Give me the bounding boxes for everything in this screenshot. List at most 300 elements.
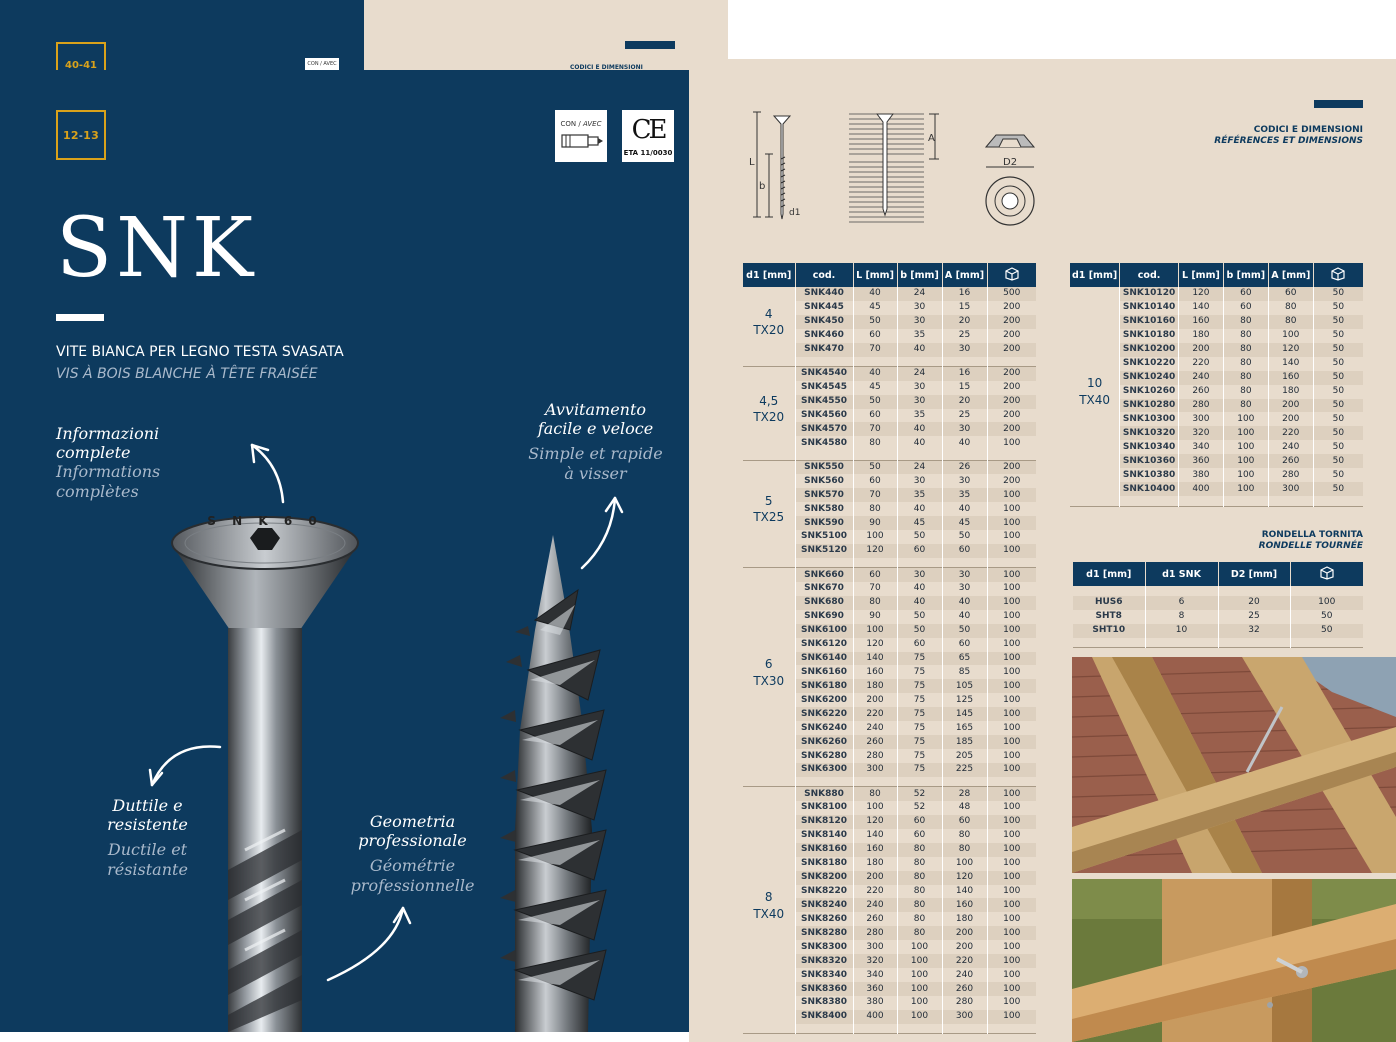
cell-value: 100 bbox=[987, 996, 1036, 1010]
group-diameter bbox=[743, 367, 795, 451]
cell-value: 40 bbox=[897, 596, 942, 610]
cell-value: 45 bbox=[853, 381, 897, 395]
cell-code: SNK10320 bbox=[1120, 426, 1179, 440]
cell-value: 100 bbox=[987, 787, 1036, 801]
cell-value: 220 bbox=[853, 707, 897, 721]
cell-value: 120 bbox=[942, 871, 987, 885]
cell-code: SNK6240 bbox=[795, 721, 853, 735]
cell-value: 50 bbox=[1290, 610, 1363, 624]
cell-value: 60 bbox=[897, 544, 942, 558]
main-group bbox=[743, 460, 1036, 568]
cell-value: 340 bbox=[853, 968, 897, 982]
group-drive: TX40 bbox=[1079, 392, 1111, 407]
cell-value: 25 bbox=[942, 409, 987, 423]
cell-value: 200 bbox=[1178, 343, 1223, 357]
cell-value: 100 bbox=[987, 679, 1036, 693]
cell-code: SNK10260 bbox=[1120, 385, 1179, 399]
cell-value: 50 bbox=[1313, 454, 1363, 468]
table-row bbox=[1073, 624, 1363, 638]
photo-roof-beams bbox=[1072, 657, 1396, 873]
cell-value: 300 bbox=[1268, 482, 1313, 496]
cell-value: 75 bbox=[897, 749, 942, 763]
cell-value: 100 bbox=[987, 815, 1036, 829]
cell-value: 100 bbox=[897, 996, 942, 1010]
cell-code: SNK8100 bbox=[795, 801, 853, 815]
cell-value: 50 bbox=[1313, 371, 1363, 385]
d10-header-code: cod. bbox=[1120, 263, 1179, 287]
group-spacer bbox=[743, 777, 1036, 787]
callout-fast-it: Avvitamento facile e veloce bbox=[537, 400, 654, 439]
cell-value: 45 bbox=[897, 516, 942, 530]
cell-value: 100 bbox=[987, 488, 1036, 502]
cell-value: 100 bbox=[897, 940, 942, 954]
cell-value: 40 bbox=[853, 287, 897, 301]
cell-value: 205 bbox=[942, 749, 987, 763]
cell-value: 50 bbox=[897, 610, 942, 624]
cell-value: 220 bbox=[1268, 426, 1313, 440]
cell-value: 35 bbox=[897, 488, 942, 502]
cell-code: SNK5120 bbox=[795, 544, 853, 558]
cell-value: 225 bbox=[942, 763, 987, 777]
cell-value: 80 bbox=[853, 502, 897, 516]
cell-value: 52 bbox=[897, 801, 942, 815]
cell-value: 100 bbox=[987, 665, 1036, 679]
group-diameter bbox=[743, 787, 795, 1024]
washer-header-d1: d1 [mm] bbox=[1073, 562, 1145, 586]
cell-value: 50 bbox=[1290, 624, 1363, 638]
cell-value: 100 bbox=[1223, 482, 1268, 496]
label-L: L bbox=[749, 157, 755, 168]
cell-value: 80 bbox=[1268, 315, 1313, 329]
washer-table-header bbox=[1073, 562, 1363, 586]
eta-number: ETA 11/0030 bbox=[623, 149, 673, 157]
cell-value: 380 bbox=[853, 996, 897, 1010]
cell-value: 160 bbox=[942, 898, 987, 912]
cell-value: 60 bbox=[942, 815, 987, 829]
cell-value: 60 bbox=[1223, 301, 1268, 315]
group-d1: 10 bbox=[1086, 376, 1103, 391]
cell-value: 200 bbox=[853, 871, 897, 885]
cell-code: SNK6220 bbox=[795, 707, 853, 721]
cell-value: 100 bbox=[987, 721, 1036, 735]
cell-value: 30 bbox=[942, 422, 987, 436]
cell-value: 50 bbox=[853, 315, 897, 329]
cell-value: 120 bbox=[853, 638, 897, 652]
callout-info-it: Informazioni complete bbox=[56, 424, 160, 463]
washer-header-d1-snk: d1 SNK bbox=[1145, 562, 1218, 586]
cell-value: 100 bbox=[987, 652, 1036, 666]
back-page-accent-bar bbox=[625, 41, 675, 49]
cell-code: SNK10300 bbox=[1120, 412, 1179, 426]
subtitle-italian: VITE BIANCA PER LEGNO TESTA SVASATA bbox=[56, 344, 344, 360]
cell-value: 120 bbox=[1268, 343, 1313, 357]
cell-code: SNK570 bbox=[795, 488, 853, 502]
cell-code: SNK8200 bbox=[795, 871, 853, 885]
cell-value: 100 bbox=[987, 693, 1036, 707]
cell-code: SNK450 bbox=[795, 315, 853, 329]
cell-code: SNK880 bbox=[795, 787, 853, 801]
header-A: A [mm] bbox=[942, 263, 987, 287]
label-D2: D2 bbox=[1003, 157, 1018, 168]
cell-value: 80 bbox=[942, 843, 987, 857]
cell-value: 140 bbox=[853, 829, 897, 843]
product-cover-page bbox=[0, 70, 689, 1032]
cell-code: SNK8140 bbox=[795, 829, 853, 843]
back-page-badge: 40-41 bbox=[56, 42, 106, 70]
main-dimensions-table bbox=[743, 263, 1036, 1034]
cell-value: 10 bbox=[1145, 624, 1218, 638]
cell-value: 280 bbox=[1178, 399, 1223, 413]
cell-value: 165 bbox=[942, 721, 987, 735]
group-spacer bbox=[743, 558, 1036, 568]
cell-value: 75 bbox=[897, 652, 942, 666]
cell-code: SNK460 bbox=[795, 329, 853, 343]
cell-value: 320 bbox=[853, 954, 897, 968]
cell-value: 70 bbox=[853, 422, 897, 436]
arrow-fast bbox=[582, 498, 615, 568]
cell-code: SNK8220 bbox=[795, 885, 853, 899]
cell-value: 75 bbox=[897, 763, 942, 777]
cell-value: 240 bbox=[1268, 440, 1313, 454]
callout-info-fr: Informations complètes bbox=[56, 462, 161, 501]
cell-value: 30 bbox=[942, 568, 987, 582]
cell-value: 25 bbox=[1218, 610, 1290, 624]
cell-value: 240 bbox=[853, 721, 897, 735]
cell-value: 50 bbox=[853, 395, 897, 409]
cell-value: 300 bbox=[853, 763, 897, 777]
header-code: cod. bbox=[795, 263, 853, 287]
cell-value: 100 bbox=[987, 763, 1036, 777]
cell-value: 30 bbox=[897, 315, 942, 329]
d10-header-b: b [mm] bbox=[1223, 263, 1268, 287]
cell-value: 280 bbox=[853, 926, 897, 940]
callout-fast-fr: Simple et rapide à visser bbox=[528, 444, 663, 483]
cell-value: 90 bbox=[853, 516, 897, 530]
cell-value: 140 bbox=[1268, 357, 1313, 371]
cell-value: 105 bbox=[942, 679, 987, 693]
cell-value: 320 bbox=[1178, 426, 1223, 440]
cell-value: 220 bbox=[942, 954, 987, 968]
table-row bbox=[743, 287, 1036, 301]
cell-value: 100 bbox=[987, 926, 1036, 940]
cell-value: 30 bbox=[897, 474, 942, 488]
cell-code: SNK10400 bbox=[1120, 482, 1179, 496]
cell-value: 100 bbox=[1268, 329, 1313, 343]
d10-header-d1: d1 [mm] bbox=[1070, 263, 1120, 287]
cell-value: 70 bbox=[853, 582, 897, 596]
cell-code: SNK4540 bbox=[795, 367, 853, 381]
cell-code: SNK10120 bbox=[1120, 287, 1179, 301]
label-b: b bbox=[759, 181, 766, 192]
cell-value: 80 bbox=[897, 885, 942, 899]
callout-geometry-fr: Géométrie professionnelle bbox=[350, 856, 475, 895]
cell-value: 50 bbox=[897, 624, 942, 638]
cell-value: 140 bbox=[1178, 301, 1223, 315]
back-page-section-title: CODICI E DIMENSIONI bbox=[570, 64, 643, 70]
main-group bbox=[743, 787, 1036, 1034]
main-group bbox=[743, 568, 1036, 787]
cell-value: 200 bbox=[1268, 412, 1313, 426]
cell-value: 80 bbox=[897, 871, 942, 885]
cell-value: 20 bbox=[942, 395, 987, 409]
cell-value: 200 bbox=[987, 301, 1036, 315]
cell-value: 24 bbox=[897, 367, 942, 381]
cell-value: 75 bbox=[897, 735, 942, 749]
cell-value: 100 bbox=[987, 596, 1036, 610]
cell-value: 16 bbox=[942, 287, 987, 301]
cell-value: 35 bbox=[897, 329, 942, 343]
washer-table bbox=[1073, 562, 1363, 648]
cell-value: 200 bbox=[942, 940, 987, 954]
cell-value: 60 bbox=[897, 815, 942, 829]
photo-post-joint bbox=[1072, 879, 1396, 1042]
cell-value: 28 bbox=[942, 787, 987, 801]
cell-value: 200 bbox=[987, 343, 1036, 357]
table-row bbox=[743, 787, 1036, 801]
label-A: A bbox=[928, 133, 935, 144]
cell-value: 40 bbox=[897, 582, 942, 596]
cell-code: SNK8240 bbox=[795, 898, 853, 912]
cell-value: 80 bbox=[853, 596, 897, 610]
cell-code: SNK10240 bbox=[1120, 371, 1179, 385]
cell-value: 30 bbox=[897, 381, 942, 395]
cell-code: SNK590 bbox=[795, 516, 853, 530]
group-diameter bbox=[1070, 287, 1120, 496]
cell-value: 100 bbox=[853, 801, 897, 815]
cell-value: 100 bbox=[987, 968, 1036, 982]
cell-value: 30 bbox=[942, 582, 987, 596]
cell-value: 60 bbox=[853, 474, 897, 488]
cell-value: 120 bbox=[853, 815, 897, 829]
cell-value: 100 bbox=[853, 624, 897, 638]
cell-value: 50 bbox=[942, 530, 987, 544]
cell-value: 300 bbox=[1178, 412, 1223, 426]
cell-value: 180 bbox=[853, 857, 897, 871]
cell-value: 100 bbox=[897, 954, 942, 968]
cell-value: 40 bbox=[853, 367, 897, 381]
cell-value: 30 bbox=[942, 474, 987, 488]
cell-value: 90 bbox=[853, 610, 897, 624]
cell-value: 100 bbox=[1223, 412, 1268, 426]
cell-value: 65 bbox=[942, 652, 987, 666]
cell-value: 100 bbox=[897, 968, 942, 982]
cell-value: 100 bbox=[987, 735, 1036, 749]
cell-value: 100 bbox=[897, 982, 942, 996]
cell-value: 80 bbox=[853, 787, 897, 801]
washer-header-D2: D2 [mm] bbox=[1218, 562, 1290, 586]
cell-value: 120 bbox=[853, 544, 897, 558]
cell-value: 40 bbox=[897, 343, 942, 357]
cell-value: 180 bbox=[942, 912, 987, 926]
cell-code: SNK6180 bbox=[795, 679, 853, 693]
cell-value: 100 bbox=[987, 568, 1036, 582]
cell-value: 50 bbox=[1313, 482, 1363, 496]
cell-value: 50 bbox=[853, 460, 897, 474]
group-drive: TX20 bbox=[753, 322, 785, 337]
cell-value: 60 bbox=[897, 638, 942, 652]
cell-value: 100 bbox=[987, 436, 1036, 450]
cell-value: 50 bbox=[1313, 315, 1363, 329]
cell-value: 50 bbox=[1313, 412, 1363, 426]
cell-value: 280 bbox=[853, 749, 897, 763]
cell-value: 50 bbox=[1313, 343, 1363, 357]
cell-value: 50 bbox=[1313, 440, 1363, 454]
cell-value: 100 bbox=[987, 940, 1036, 954]
cell-value: 50 bbox=[1313, 329, 1363, 343]
cell-value: 80 bbox=[1223, 385, 1268, 399]
cell-value: 50 bbox=[1313, 385, 1363, 399]
cell-value: 80 bbox=[897, 857, 942, 871]
cell-value: 200 bbox=[1268, 399, 1313, 413]
cell-code: SNK660 bbox=[795, 568, 853, 582]
cell-code: SNK10380 bbox=[1120, 468, 1179, 482]
header-d1: d1 [mm] bbox=[743, 263, 795, 287]
cell-code: SNK4560 bbox=[795, 409, 853, 423]
cell-value: 100 bbox=[942, 857, 987, 871]
cell-value: 50 bbox=[1313, 301, 1363, 315]
cell-value: 50 bbox=[1313, 287, 1363, 301]
cell-value: 260 bbox=[1178, 385, 1223, 399]
group-drive: TX25 bbox=[753, 510, 785, 525]
cell-value: 100 bbox=[987, 912, 1036, 926]
cell-value: 300 bbox=[942, 1010, 987, 1024]
cell-value: 200 bbox=[987, 395, 1036, 409]
cell-value: 80 bbox=[1223, 399, 1268, 413]
cell-value: 50 bbox=[1313, 468, 1363, 482]
cell-value: 100 bbox=[987, 544, 1036, 558]
cell-value: 60 bbox=[942, 638, 987, 652]
cell-code: SNK8180 bbox=[795, 857, 853, 871]
cell-value: 100 bbox=[1223, 426, 1268, 440]
cell-code: SNK445 bbox=[795, 301, 853, 315]
cell-value: 200 bbox=[987, 329, 1036, 343]
group-drive: TX20 bbox=[753, 409, 785, 424]
cell-code: SNK10160 bbox=[1120, 315, 1179, 329]
cell-value: 240 bbox=[942, 968, 987, 982]
cell-value: 50 bbox=[897, 530, 942, 544]
cell-code: SNK6260 bbox=[795, 735, 853, 749]
washer-title-it: RONDELLA TORNITA bbox=[1261, 530, 1363, 540]
main-table-header bbox=[743, 263, 1036, 287]
cell-value: 50 bbox=[942, 624, 987, 638]
cell-value: 80 bbox=[897, 898, 942, 912]
box-icon bbox=[1330, 267, 1346, 281]
cell-value: 100 bbox=[987, 898, 1036, 912]
table-row bbox=[743, 367, 1036, 381]
cell-value: 180 bbox=[1178, 329, 1223, 343]
cell-value: 40 bbox=[897, 502, 942, 516]
cell-value: 30 bbox=[897, 568, 942, 582]
d10-group bbox=[1070, 287, 1363, 506]
cell-value: 60 bbox=[853, 329, 897, 343]
cell-value: 200 bbox=[987, 474, 1036, 488]
cell-code: SNK6100 bbox=[795, 624, 853, 638]
cell-value: 70 bbox=[853, 488, 897, 502]
cell-code: SNK10340 bbox=[1120, 440, 1179, 454]
cell-value: 100 bbox=[1290, 596, 1363, 610]
cell-value: 75 bbox=[897, 721, 942, 735]
page-sep: - bbox=[78, 128, 84, 142]
cell-value: 80 bbox=[1223, 371, 1268, 385]
bit-included-badge: CON / AVEC bbox=[555, 110, 607, 162]
cell-value: 60 bbox=[1223, 287, 1268, 301]
cell-value: 80 bbox=[897, 926, 942, 940]
callout-geometry-it: Geometria professionale bbox=[358, 812, 467, 851]
cell-code: SNK10220 bbox=[1120, 357, 1179, 371]
cell-code: SNK8280 bbox=[795, 926, 853, 940]
group-d1: 8 bbox=[764, 890, 773, 905]
header-b: b [mm] bbox=[897, 263, 942, 287]
cell-value: 6 bbox=[1145, 596, 1218, 610]
group-drive: TX40 bbox=[753, 906, 785, 921]
cell-value: 140 bbox=[853, 652, 897, 666]
avec-label: AVEC bbox=[582, 120, 602, 128]
cell-value: 50 bbox=[1313, 357, 1363, 371]
cell-code: SNK6200 bbox=[795, 693, 853, 707]
cell-value: 80 bbox=[1223, 329, 1268, 343]
cell-value: 80 bbox=[853, 436, 897, 450]
cell-value: 200 bbox=[987, 422, 1036, 436]
cell-value: 75 bbox=[897, 679, 942, 693]
cell-value: 50 bbox=[1313, 426, 1363, 440]
cell-code: SNK10200 bbox=[1120, 343, 1179, 357]
cell-value: 180 bbox=[1268, 385, 1313, 399]
cell-value: 160 bbox=[853, 843, 897, 857]
cell-value: 260 bbox=[1268, 454, 1313, 468]
cell-code: SNK580 bbox=[795, 502, 853, 516]
group-spacer bbox=[743, 450, 1036, 460]
cell-value: 40 bbox=[942, 502, 987, 516]
washer-header-box-icon bbox=[1290, 562, 1363, 586]
main-group bbox=[743, 367, 1036, 461]
cell-code: SNK10280 bbox=[1120, 399, 1179, 413]
cell-value: 52 bbox=[897, 787, 942, 801]
ce-mark: CE bbox=[631, 115, 665, 145]
cell-value: 120 bbox=[1178, 287, 1223, 301]
cell-value: 32 bbox=[1218, 624, 1290, 638]
cell-code: SHT10 bbox=[1073, 624, 1145, 638]
cell-code: SNK6160 bbox=[795, 665, 853, 679]
cell-value: 48 bbox=[942, 801, 987, 815]
arrow-info bbox=[252, 445, 283, 502]
cell-value: 15 bbox=[942, 301, 987, 315]
cell-value: 100 bbox=[897, 1010, 942, 1024]
cell-code: SNK6120 bbox=[795, 638, 853, 652]
cell-value: 40 bbox=[942, 596, 987, 610]
d10-header-box-icon bbox=[1313, 263, 1363, 287]
table-row bbox=[1073, 610, 1363, 624]
cell-value: 280 bbox=[1268, 468, 1313, 482]
cell-value: 40 bbox=[897, 422, 942, 436]
cell-value: 60 bbox=[1268, 287, 1313, 301]
con-label: CON bbox=[560, 120, 577, 128]
callout-geometry bbox=[345, 812, 480, 895]
d10-header-L: L [mm] bbox=[1178, 263, 1223, 287]
cell-value: 30 bbox=[897, 301, 942, 315]
group-spacer bbox=[1070, 496, 1363, 506]
cell-code: SNK680 bbox=[795, 596, 853, 610]
box-icon bbox=[1319, 566, 1335, 580]
cell-value: 60 bbox=[853, 409, 897, 423]
cell-value: 400 bbox=[1178, 482, 1223, 496]
cell-code: SNK8380 bbox=[795, 996, 853, 1010]
cell-value: 260 bbox=[853, 912, 897, 926]
cell-value: 160 bbox=[1178, 315, 1223, 329]
cell-value: 24 bbox=[897, 460, 942, 474]
cell-value: 26 bbox=[942, 460, 987, 474]
main-group bbox=[743, 287, 1036, 367]
table-row bbox=[1070, 287, 1363, 301]
